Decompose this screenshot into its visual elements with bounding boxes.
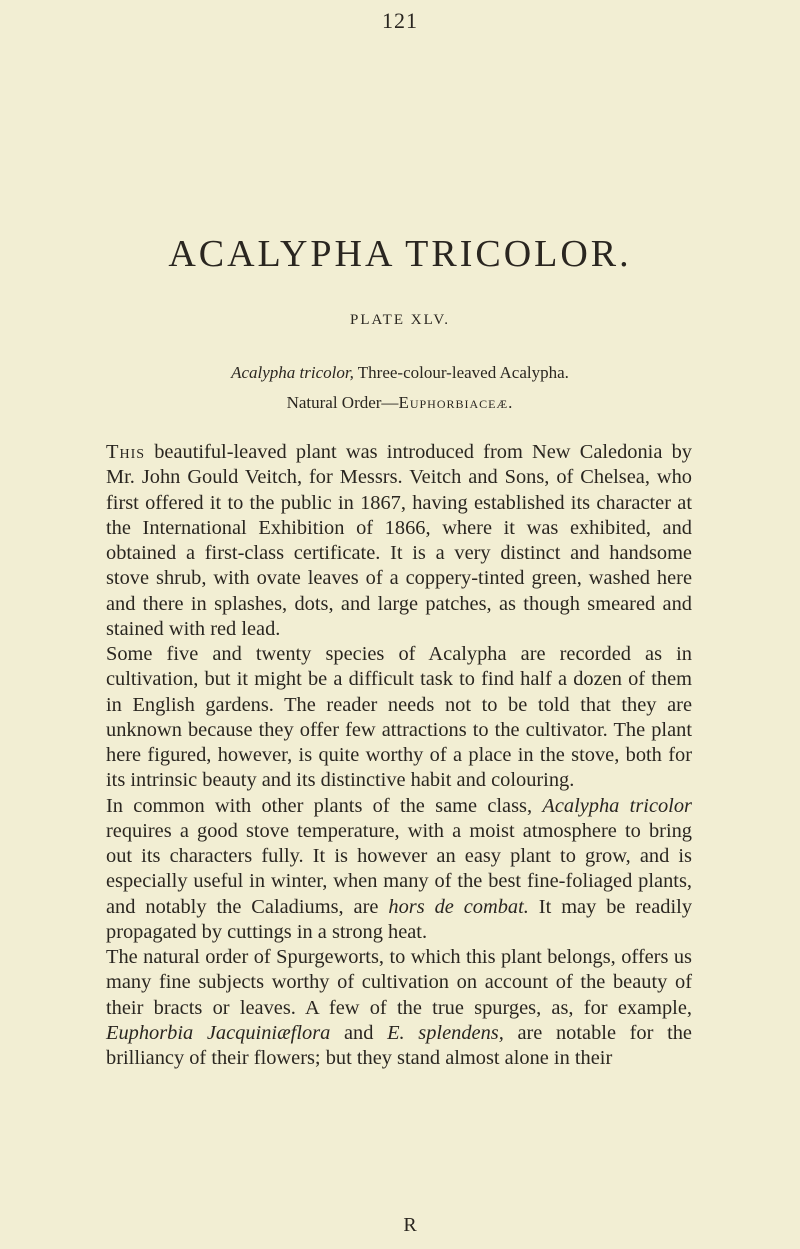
species-latin-name: Acalypha tricolor, xyxy=(231,363,354,382)
paragraph-3 xyxy=(106,794,692,946)
paragraph-2: Some five and twenty species of Acalypha are recorded as in cultivation, but it might be a difficult task to find half a dozen of them in English gardens. The reader needs not to be told that they are unknown because they offer few attractions to the cultivator. The plant here figured, however, is quite worthy of a place in the stove, both for its intrinsic beauty and its distinctive habit and colouring. xyxy=(106,643,692,792)
paragraph-4-text-a: The natural order of Spurgeworts, to which this plant belongs, offers us many fine subjects worthy of cultivation on account of the beauty of their bracts or leaves. A few of the true spurges, as, for example, xyxy=(106,946,692,1019)
paragraph-4-text-b: and xyxy=(330,1021,388,1044)
body-text xyxy=(106,440,692,1071)
paragraph-3-text-c: It may be readily propagated by cuttings in a strong heat. xyxy=(106,895,693,943)
paragraph-4-italic-species-1: Euphorbia Jacquiniæflora xyxy=(106,1021,331,1044)
paragraph-1-text: beautiful-leaved plant was introduced from New Caledonia by Mr. John Gould Veitch, for Messrs. Veitch and Sons, of Chelsea, who first offered it to the public in 1867, having established its character at the International Exhibition of 1866, where it was exhibited, and obtained a first-class certificate. It is a very distinct and handsome stove shrub, with ovate leaves of a coppery-tinted green, washed here and there in splashes, dots, and large patches, as though smeared and stained with red lead. xyxy=(106,441,692,640)
page-title: ACALYPHA TRICOLOR. xyxy=(168,233,632,275)
natural-order-name: Euphorbiaceæ. xyxy=(398,393,514,412)
natural-order-label: Natural Order— xyxy=(286,393,399,412)
page-number: 121 xyxy=(382,8,418,33)
paragraph-1-first-word: This xyxy=(106,441,146,463)
paragraph-1 xyxy=(106,440,692,642)
paragraph-4 xyxy=(106,945,692,1071)
plate-label: PLATE XLV. xyxy=(349,312,451,328)
species-common-name: Three-colour-leaved Acalypha. xyxy=(357,363,569,382)
paragraph-3-text-a: In common with other plants of the same class, xyxy=(106,794,543,817)
paragraph-3-text-b: requires a good stove temperature, with a moist atmosphere to bring out its characters fully. It is however an easy plant to grow, and is especially useful in winter, when many of the best fine-foliaged plants, and notably the Caladiums, are xyxy=(106,819,692,918)
paragraph-3-italic-species: Acalypha tricolor xyxy=(542,794,692,817)
paragraph-4-text-c: are notable for the brilliancy of their flowers; but they stand almost alone in their xyxy=(106,1021,692,1069)
paragraph-4-italic-species-2: E. splendens, xyxy=(387,1021,504,1044)
signature-mark: R xyxy=(403,1214,417,1236)
natural-order-line xyxy=(0,393,800,413)
species-line xyxy=(0,363,800,383)
paragraph-3-italic-phrase: hors de combat. xyxy=(388,895,529,918)
